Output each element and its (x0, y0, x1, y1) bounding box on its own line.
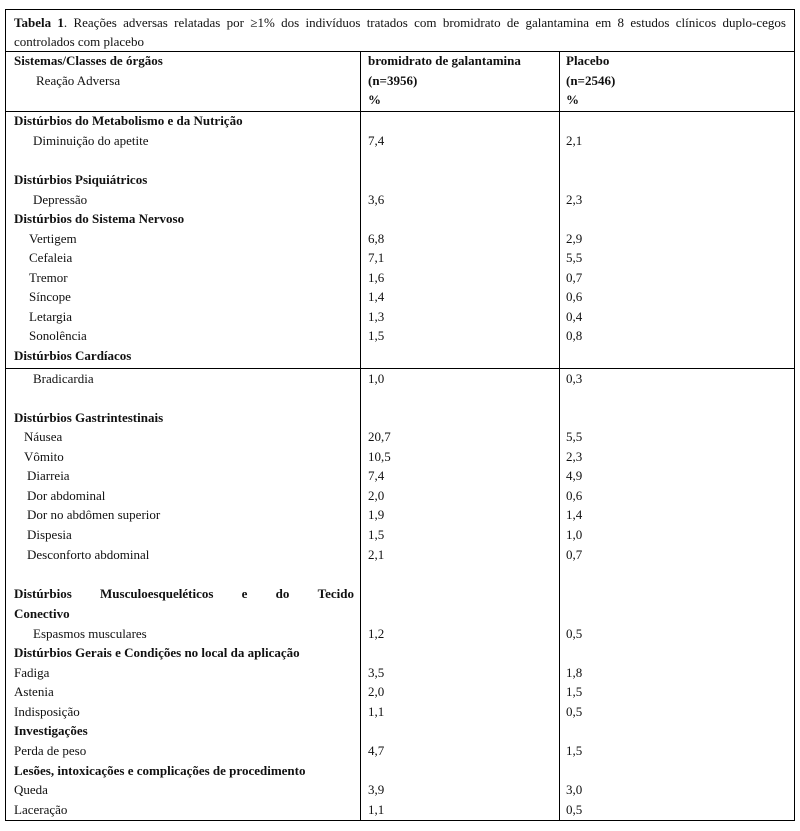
section-title (14, 584, 354, 604)
reaction-name: Queda (14, 782, 48, 797)
placebo-value: 0,7 (566, 270, 583, 285)
drug-value: 6,8 (368, 231, 385, 246)
reaction-name: Letargia (29, 309, 73, 324)
adverse-reactions-table (5, 9, 795, 821)
reaction-name: Cefaleia (29, 250, 73, 265)
section-title: Distúrbios Psiquiátricos (14, 172, 148, 187)
row-divider (6, 368, 794, 369)
placebo-value: 2,3 (566, 192, 583, 207)
section-title-word: Distúrbios (14, 586, 72, 601)
reaction-name: Síncope (29, 289, 71, 304)
drug-value: 1,9 (368, 507, 385, 522)
reaction-name: Dispesia (27, 527, 72, 542)
reaction-name: Indisposição (14, 704, 80, 719)
section-title: Distúrbios do Metabolismo e da Nutrição (14, 113, 243, 128)
drug-value: 1,1 (368, 802, 385, 817)
header-col3-line1: Placebo (566, 53, 610, 68)
reaction-name: Sonolência (29, 328, 87, 343)
drug-value: 10,5 (368, 449, 391, 464)
reaction-name: Bradicardia (33, 371, 94, 386)
placebo-value: 1,8 (566, 665, 583, 680)
drug-value: 1,1 (368, 704, 385, 719)
drug-value: 7,4 (368, 468, 385, 483)
reaction-name: Desconforto abdominal (27, 547, 150, 562)
reaction-name: Diarreia (27, 468, 70, 483)
section-title-word: do (275, 586, 290, 601)
section-title-line2: Conectivo (14, 606, 70, 621)
placebo-value: 2,3 (566, 449, 583, 464)
reaction-name: Vertigem (29, 231, 77, 246)
section-title: Distúrbios do Sistema Nervoso (14, 211, 185, 226)
section-title: Lesões, intoxicações e complicações de procedimento (14, 763, 306, 778)
caption-text: . Reações adversas relatadas por ≥1% dos indivíduos tratados com bromidrato de galantamina em 8 estudos clínicos duplo-cegos controlados com placebo (14, 15, 786, 49)
drug-value: 3,6 (368, 192, 385, 207)
header-col2-line2: (n=3956) (368, 73, 418, 88)
placebo-value: 1,0 (566, 527, 583, 542)
placebo-value: 5,5 (566, 250, 583, 265)
placebo-value: 2,1 (566, 133, 583, 148)
placebo-value: 0,6 (566, 289, 583, 304)
drug-value: 4,7 (368, 743, 385, 758)
header-col1-line2: Reação Adversa (36, 73, 121, 88)
section-title: Distúrbios Gerais e Condições no local da aplicação (14, 645, 300, 660)
drug-value: 2,0 (368, 684, 385, 699)
drug-value: 1,5 (368, 527, 385, 542)
drug-value: 1,0 (368, 371, 385, 386)
drug-value: 2,1 (368, 547, 385, 562)
reaction-name: Depressão (33, 192, 88, 207)
reaction-name: Astenia (14, 684, 54, 699)
placebo-value: 0,8 (566, 328, 583, 343)
drug-value: 2,0 (368, 488, 385, 503)
reaction-name: Laceração (14, 802, 68, 817)
placebo-value: 0,5 (566, 626, 583, 641)
reaction-name: Dor no abdômen superior (27, 507, 161, 522)
placebo-value: 4,9 (566, 468, 583, 483)
drug-value: 20,7 (368, 429, 391, 444)
drug-value: 1,6 (368, 270, 385, 285)
header-col2-line1: bromidrato de galantamina (368, 53, 521, 68)
header-col1-line1: Sistemas/Classes de órgãos (14, 53, 163, 68)
reaction-name: Vômito (24, 449, 64, 464)
reaction-name: Diminuição do apetite (33, 133, 149, 148)
section-title: Distúrbios Gastrintestinais (14, 410, 164, 425)
section-title: Distúrbios Cardíacos (14, 348, 132, 363)
header-col2-line3: % (368, 92, 381, 107)
drug-value: 3,5 (368, 665, 385, 680)
column-divider (559, 52, 560, 820)
placebo-value: 3,0 (566, 782, 583, 797)
section-title-word: e (241, 586, 248, 601)
section-title-word: Musculoesqueléticos (100, 586, 214, 601)
header-col3-line3: % (566, 92, 579, 107)
drug-value: 1,2 (368, 626, 385, 641)
reaction-name: Náusea (24, 429, 63, 444)
placebo-value: 0,7 (566, 547, 583, 562)
drug-value: 1,3 (368, 309, 385, 324)
placebo-value: 0,5 (566, 802, 583, 817)
placebo-value: 2,9 (566, 231, 583, 246)
reaction-name: Perda de peso (14, 743, 87, 758)
placebo-value: 0,6 (566, 488, 583, 503)
placebo-value: 1,4 (566, 507, 583, 522)
reaction-name: Fadiga (14, 665, 50, 680)
header-col3-line2: (n=2546) (566, 73, 616, 88)
placebo-value: 0,5 (566, 704, 583, 719)
caption-label: Tabela 1 (14, 15, 64, 30)
placebo-value: 0,3 (566, 371, 583, 386)
placebo-value: 1,5 (566, 743, 583, 758)
drug-value: 1,5 (368, 328, 385, 343)
drug-value: 3,9 (368, 782, 385, 797)
reaction-name: Espasmos musculares (33, 626, 147, 641)
drug-value: 7,4 (368, 133, 385, 148)
column-divider (360, 52, 361, 820)
reaction-name: Dor abdominal (27, 488, 106, 503)
placebo-value: 5,5 (566, 429, 583, 444)
reaction-name: Tremor (29, 270, 68, 285)
drug-value: 7,1 (368, 250, 385, 265)
placebo-value: 1,5 (566, 684, 583, 699)
drug-value: 1,4 (368, 289, 385, 304)
section-title-word: Tecido (317, 586, 354, 601)
table-caption (6, 10, 794, 52)
section-title: Investigações (14, 723, 88, 738)
placebo-value: 0,4 (566, 309, 583, 324)
